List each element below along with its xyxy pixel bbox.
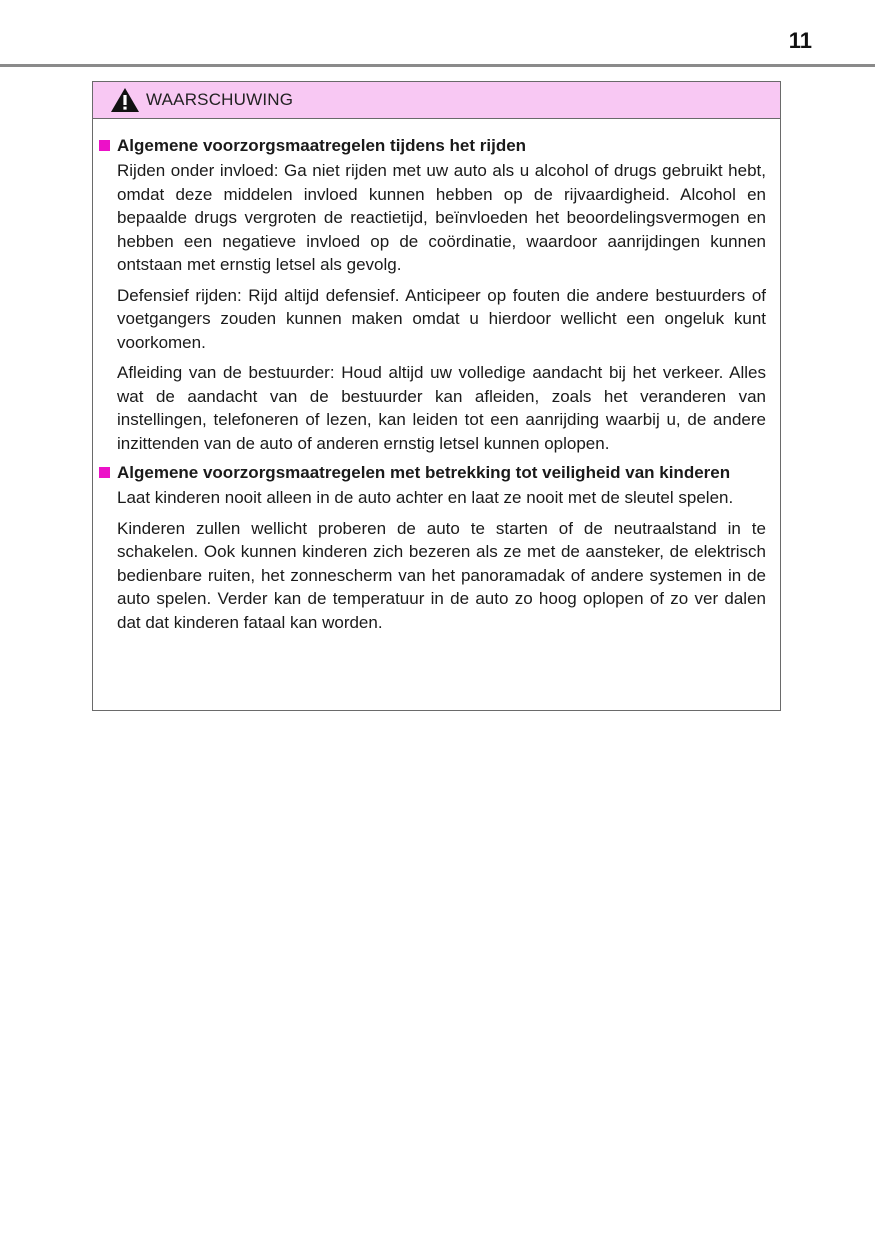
section-heading-text: Algemene voorzorgsmaatregelen met betrekking tot veiligheid van kinderen — [117, 463, 731, 482]
square-bullet-icon — [99, 140, 110, 151]
warning-section-driving — [99, 135, 766, 455]
warning-body — [93, 119, 780, 634]
warning-header — [93, 82, 780, 119]
warning-box — [92, 81, 781, 711]
section-heading — [99, 135, 766, 157]
page-number: 11 — [788, 28, 812, 53]
warning-section-children — [99, 462, 766, 634]
warning-title: WAARSCHUWING — [146, 90, 294, 109]
square-bullet-icon — [99, 467, 110, 478]
header-rule — [0, 64, 875, 67]
paragraph: Kinderen zullen wellicht proberen de auto te starten of de neutraalstand in te schakelen. Ook kunnen kinderen zich bezeren als ze met de aansteker, de elektrisch bedienbare ruiten, het zonnescherm van het panoramadak of andere systemen in de auto spelen. Verder kan de temperatuur in de auto zo hoog oplopen of zo ver dalen dat dat kinderen fataal kan worden. — [117, 518, 766, 632]
section-heading-text: Algemene voorzorgsmaatregelen tijdens het rijden — [117, 136, 527, 155]
paragraph: Rijden onder invloed: Ga niet rijden met uw auto als u alcohol of drugs gebruikt hebt, omdat deze middelen invloed kunnen hebben op de rijvaardigheid. Alcohol en bepaalde drugs vergroten de reactietijd, beïnvloeden het beoordelingsvermogen en hebben een negatieve invloed op de coördinatie, waardoor aanrijdingen kunnen ontstaan met ernstig letsel als gevolg. — [117, 161, 766, 274]
paragraph: Afleiding van de bestuurder: Houd altijd uw volledige aandacht bij het verkeer. Alles wat de aandacht van de bestuurder kan afleiden, zoals het veranderen van instellingen, telefoneren of lezen, kan leiden tot een aanrijding waarbij u, de andere inzittenden van de auto of anderen ernstig letsel kunnen oplopen. — [117, 363, 766, 453]
paragraph: Defensief rijden: Rijd altijd defensief. Anticipeer op fouten die andere bestuurders of voetgangers zouden kunnen maken omdat u hierdoor wellicht een ongeluk kunt voorkomen. — [117, 285, 766, 352]
paragraph: Laat kinderen nooit alleen in de auto achter en laat ze nooit met de sleutel spelen. — [117, 488, 734, 507]
warning-triangle-icon — [110, 87, 140, 113]
section-heading — [99, 462, 766, 484]
